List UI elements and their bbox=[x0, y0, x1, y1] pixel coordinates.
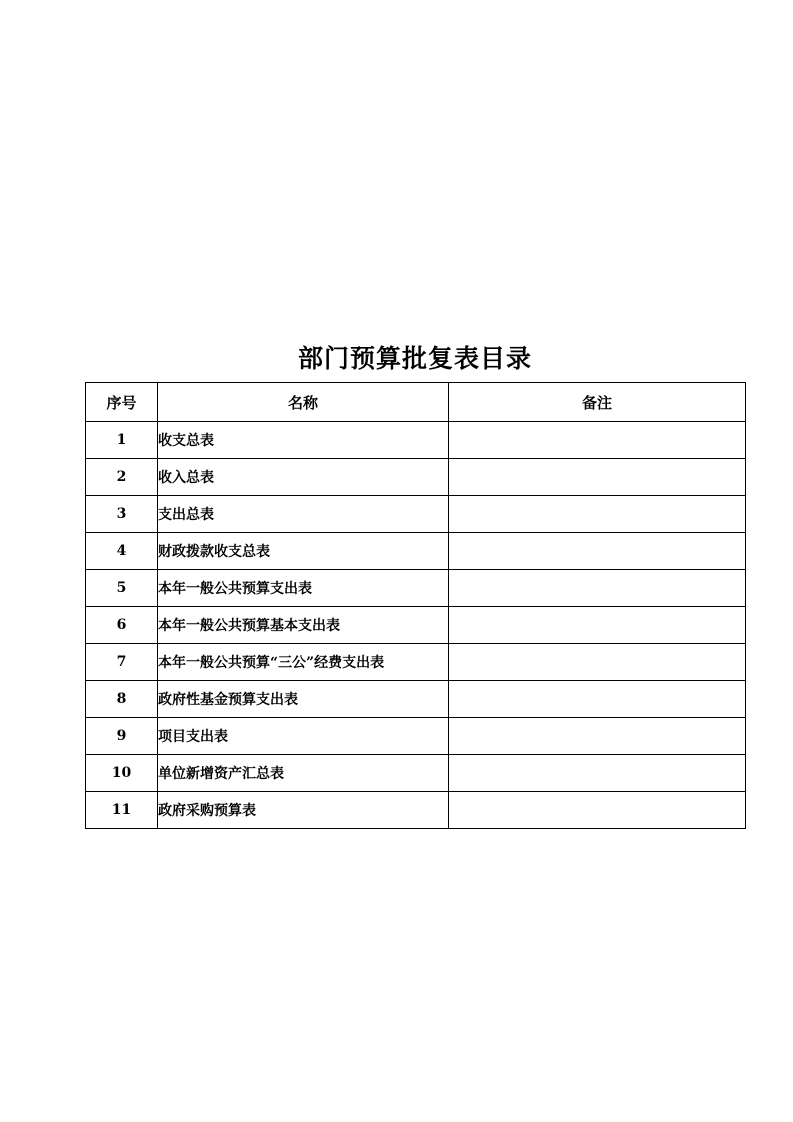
row-name: 单位新增资产汇总表 bbox=[158, 755, 449, 792]
row-seq: 2 bbox=[86, 459, 158, 496]
row-name: 项目支出表 bbox=[158, 718, 449, 755]
table-row bbox=[86, 718, 746, 755]
row-seq: 1 bbox=[86, 422, 158, 459]
row-seq: 11 bbox=[86, 792, 158, 829]
row-seq: 9 bbox=[86, 718, 158, 755]
row-name: 财政拨款收支总表 bbox=[158, 533, 449, 570]
table-row bbox=[86, 681, 746, 718]
row-name: 政府性基金预算支出表 bbox=[158, 681, 449, 718]
header-seq: 序号 bbox=[86, 383, 158, 422]
row-name: 本年一般公共预算基本支出表 bbox=[158, 607, 449, 644]
table-row bbox=[86, 755, 746, 792]
table-row bbox=[86, 792, 746, 829]
row-note bbox=[449, 533, 746, 570]
header-name: 名称 bbox=[158, 383, 449, 422]
row-name: 本年一般公共预算支出表 bbox=[158, 570, 449, 607]
table-row bbox=[86, 644, 746, 681]
table-row bbox=[86, 533, 746, 570]
row-note bbox=[449, 755, 746, 792]
table-row bbox=[86, 496, 746, 533]
table-row bbox=[86, 459, 746, 496]
table-row bbox=[86, 570, 746, 607]
row-note bbox=[449, 607, 746, 644]
row-note bbox=[449, 459, 746, 496]
row-note bbox=[449, 644, 746, 681]
row-name: 收入总表 bbox=[158, 459, 449, 496]
row-name: 本年一般公共预算“三公”经费支出表 bbox=[158, 644, 449, 681]
row-note bbox=[449, 570, 746, 607]
row-note bbox=[449, 718, 746, 755]
row-seq: 5 bbox=[86, 570, 158, 607]
header-row bbox=[86, 383, 746, 422]
catalog-table bbox=[85, 382, 746, 829]
table-body bbox=[86, 422, 746, 829]
row-seq: 6 bbox=[86, 607, 158, 644]
row-name: 政府采购预算表 bbox=[158, 792, 449, 829]
row-seq: 8 bbox=[86, 681, 158, 718]
row-seq: 10 bbox=[86, 755, 158, 792]
row-seq: 3 bbox=[86, 496, 158, 533]
row-seq: 4 bbox=[86, 533, 158, 570]
table-row bbox=[86, 422, 746, 459]
row-name: 支出总表 bbox=[158, 496, 449, 533]
table-row bbox=[86, 607, 746, 644]
table-header bbox=[86, 383, 746, 422]
row-note bbox=[449, 422, 746, 459]
row-name: 收支总表 bbox=[158, 422, 449, 459]
page-title: 部门预算批复表目录 bbox=[297, 344, 532, 373]
header-note: 备注 bbox=[449, 383, 746, 422]
row-note bbox=[449, 792, 746, 829]
row-note bbox=[449, 496, 746, 533]
row-note bbox=[449, 681, 746, 718]
row-seq: 7 bbox=[86, 644, 158, 681]
